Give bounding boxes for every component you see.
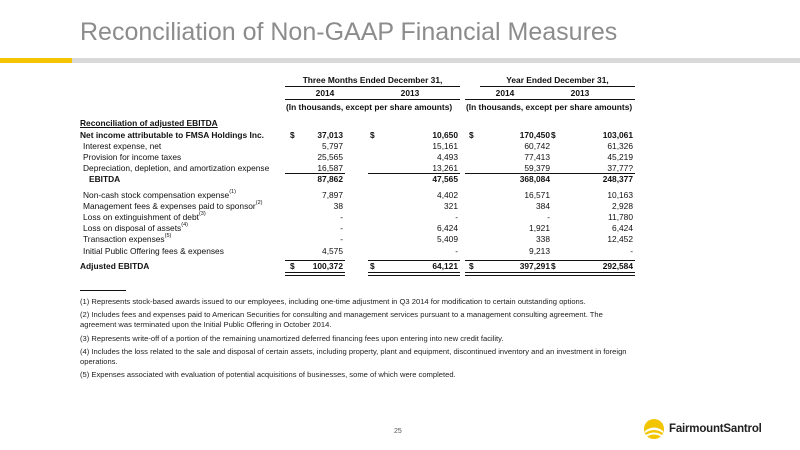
table-row — [80, 246, 640, 257]
row-label: Depreciation, depletion, and amortization expense — [83, 163, 270, 174]
cell-q14: - — [340, 223, 343, 234]
cell-q13: 321 — [444, 201, 458, 212]
cell-q13: 10,650 — [432, 130, 458, 140]
total-double-rule — [550, 272, 635, 276]
title-rule — [0, 58, 800, 63]
subtotal-rule — [368, 173, 460, 174]
cell-y14: 384 — [536, 201, 550, 212]
cell-q14: 38 — [333, 201, 343, 212]
cell-q14: 37,013 — [317, 130, 343, 140]
table-row — [80, 130, 640, 141]
table-row — [80, 234, 640, 245]
total-double-rule — [368, 272, 460, 276]
footnote-2: (2) Includes fees and expenses paid to American Securities for consulting and management services pursuant to a management consulting agreement. The agreement was terminated upon the Initial Public Offering in October 2014. — [80, 310, 603, 330]
section-title-row — [80, 118, 640, 129]
table-row — [80, 174, 640, 185]
footnote-5: (5) Expenses associated with evaluation of potential acquisitions of businesses, some of which were completed. — [80, 370, 456, 380]
row-label: Non-cash stock compensation expense$^{(1)}$ — [83, 189, 236, 201]
cell-y13: 12,452 — [607, 234, 633, 245]
table-row — [80, 223, 640, 234]
page-number: 25 — [394, 428, 402, 435]
row-label: Interest expense, net — [83, 141, 162, 152]
header-2014-y: 2014 — [495, 88, 515, 98]
cell-y14: 59,379 — [524, 163, 550, 174]
dollar-sign: $ — [551, 130, 556, 140]
cell-q14: 5,797 — [322, 141, 343, 152]
cell-y13: 292,584 — [602, 260, 633, 271]
footnote-ref: (1) — [229, 189, 236, 196]
cell-q14: - — [340, 234, 343, 245]
cell-y14: 368,084 — [519, 174, 550, 185]
total-top-rule — [550, 260, 635, 261]
header-year-label: Year Ended December 31, — [480, 75, 635, 87]
cell-y14: 77,413 — [524, 152, 550, 163]
cell-q13: 4,493 — [437, 152, 458, 163]
total-top-rule — [465, 260, 552, 261]
company-logo — [643, 418, 762, 440]
footnote-ref: (5) — [164, 233, 172, 240]
cell-q13: 13,261 — [432, 163, 458, 174]
dollar-sign: $ — [469, 130, 474, 140]
cell-q14: - — [340, 212, 343, 223]
header-2013-q: 2013 — [400, 88, 420, 98]
dollar-sign: $ — [290, 260, 295, 271]
cell-y13: 37,77? — [607, 163, 633, 174]
cell-q13: 47,565 — [432, 174, 458, 185]
table-row — [80, 152, 640, 163]
cell-y14: 397,291 — [519, 260, 550, 271]
cell-y14: - — [547, 212, 550, 223]
footnote-ref: (3) — [198, 211, 206, 218]
row-label: Initial Public Offering fees & expenses — [83, 245, 224, 256]
cell-q14: 100,372 — [312, 260, 343, 271]
cell-y13: 103,061 — [602, 130, 633, 140]
title-accent-bar — [0, 58, 72, 63]
logo-text: FairmountSantrol — [669, 423, 762, 435]
cell-y13: 10,163 — [607, 190, 633, 201]
dollar-sign: $ — [370, 260, 375, 271]
total-top-rule — [368, 260, 460, 261]
header-2014-q: 2014 — [315, 88, 335, 98]
cell-y13: 248,377 — [602, 174, 633, 185]
row-label: EBITDA — [89, 174, 121, 185]
footnote-4: (4) Includes the loss related to the sale and disposal of certain assets, including property, plant and equipment, discontinued inventory and an investment in foreign operations. — [80, 346, 627, 367]
row-label: Loss on disposal of assets$^{(4)}$ — [83, 222, 188, 234]
dollar-sign: $ — [469, 260, 474, 271]
dollar-sign: $ — [290, 130, 295, 140]
row-label: Net income attributable to FMSA Holdings Inc. — [80, 130, 264, 140]
cell-y14: 9,213 — [529, 245, 550, 256]
cell-y13: 45,219 — [607, 152, 633, 163]
cell-y13: 61,326 — [607, 141, 633, 152]
cell-y13: - — [630, 245, 633, 256]
table-row — [80, 190, 640, 201]
cell-y14: 16,571 — [524, 190, 550, 201]
cell-y14: 170,450 — [519, 130, 550, 140]
table-row — [80, 141, 640, 152]
cell-q14: 16,587 — [317, 163, 343, 174]
cell-q13: 64,121 — [432, 260, 458, 271]
header-units-q: (In thousands, except per share amounts) — [286, 102, 453, 112]
header-year-rule-y — [465, 99, 635, 100]
cell-q14: 87,862 — [317, 174, 343, 185]
row-label: Loss on extinguishment of debt$^{(3)}$ — [83, 211, 206, 223]
page-title: Reconciliation of Non-GAAP Financial Measures — [80, 18, 618, 46]
header-three-months-label: Three Months Ended December 31, — [285, 75, 460, 87]
section-title: Reconciliation of adjusted EBITDA — [80, 118, 218, 128]
footnotes — [80, 297, 640, 383]
table-row — [80, 201, 640, 212]
subtotal-rule — [550, 173, 635, 174]
cell-q14: 4,575 — [322, 245, 343, 256]
subtotal-rule — [465, 173, 552, 174]
total-double-rule — [465, 272, 552, 276]
cell-y14: 338 — [536, 234, 550, 245]
cell-q14: 7,897 — [322, 190, 343, 201]
footnote-1: (1) Represents stock-based awards issued to our employees, including one-time adjustment in Q3 2014 for modification to certain outstanding options. — [80, 297, 586, 306]
header-units-y: (In thousands, except per share amounts) — [466, 102, 633, 112]
cell-y14: 60,742 — [524, 141, 550, 152]
sun-logo-icon — [643, 418, 665, 440]
dollar-sign: $ — [551, 260, 556, 271]
footnote-3: (3) Represents write-off of a portion of the remaining unamortized deferred financing fees upon entering into new credit facility. — [80, 333, 504, 343]
footnote-ref: (2) — [255, 200, 263, 207]
header-year — [480, 75, 635, 87]
cell-q13: - — [455, 212, 458, 223]
header-year-rule-q — [285, 99, 460, 100]
cell-q13: 6,424 — [437, 223, 458, 234]
cell-y13: 2,928 — [612, 201, 633, 212]
footnote-ref: (4) — [181, 222, 188, 229]
total-double-rule — [285, 272, 345, 276]
cell-y13: 6,424 — [612, 223, 633, 234]
cell-q13: 5,409 — [437, 234, 458, 245]
subtotal-rule — [285, 173, 345, 174]
row-label: Provision for income taxes — [83, 152, 182, 163]
header-three-months — [285, 75, 460, 87]
total-top-rule — [285, 260, 345, 261]
header-2013-y: 2013 — [570, 88, 590, 98]
row-label: Management fees & expenses paid to sponsor$^{(2)}$ — [83, 200, 263, 212]
row-label: Transaction expenses$^{(5)}$ — [83, 233, 172, 245]
footnote-rule — [80, 290, 126, 291]
cell-q14: 25,565 — [317, 152, 343, 163]
table-row — [80, 261, 640, 272]
dollar-sign: $ — [370, 130, 375, 140]
cell-q13: 4,402 — [437, 190, 458, 201]
cell-q13: - — [455, 245, 458, 256]
cell-y13: 11,780 — [608, 212, 633, 223]
cell-y14: 1,921 — [529, 223, 550, 234]
row-label: Adjusted EBITDA — [80, 260, 150, 271]
cell-q13: 15,161 — [432, 141, 458, 152]
table-row — [80, 212, 640, 223]
